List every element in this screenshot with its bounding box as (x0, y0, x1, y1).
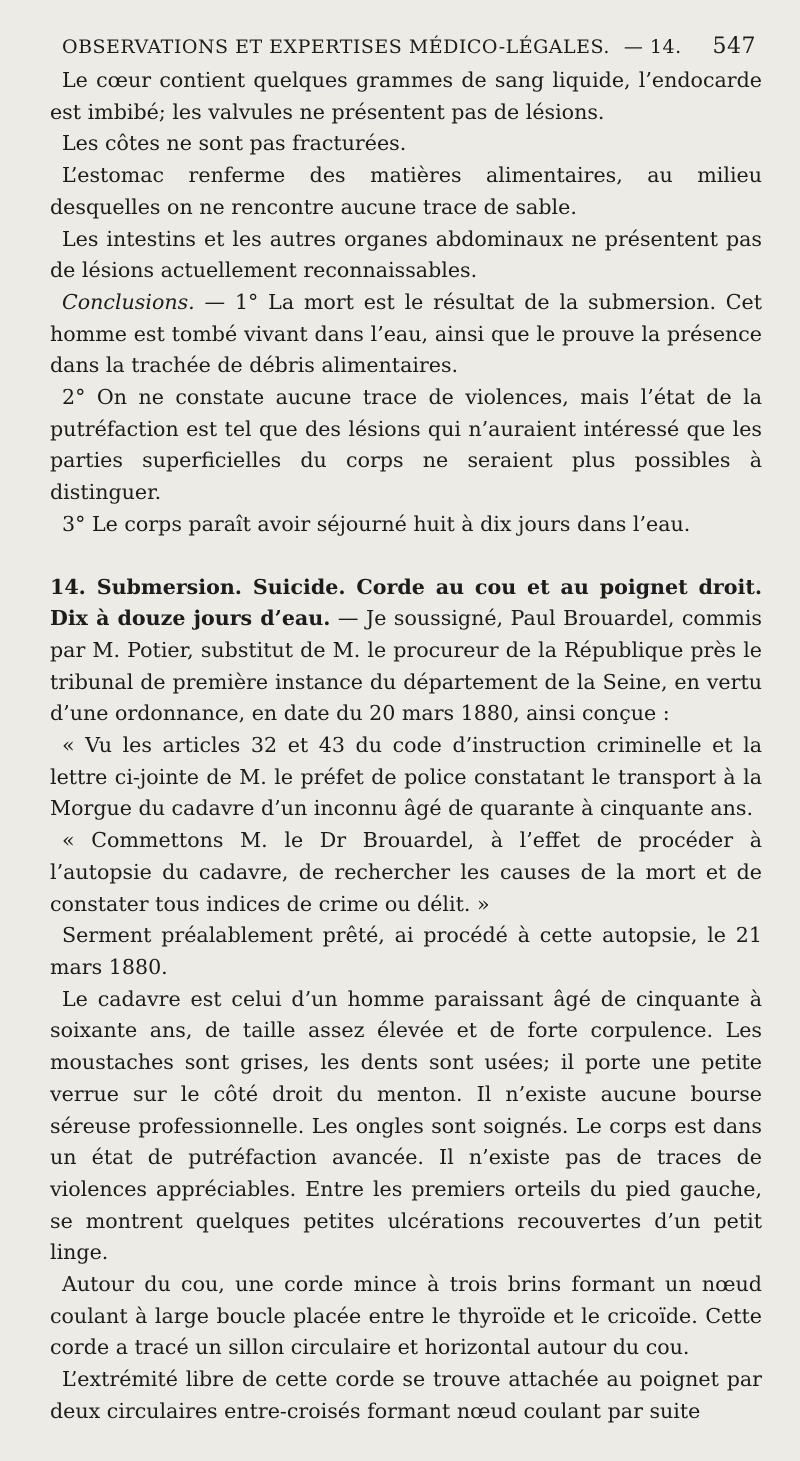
page-number: 547 (712, 34, 756, 59)
paragraph-serment: Serment préalablement prêté, ai procédé à cette autopsie, le 21 mars 1880. (50, 923, 762, 979)
paragraph-quote-2: « Commettons M. le Dr Brouardel, à l’effet de procéder à l’autopsie du cadavre, de rechercher les causes de la mort et de constater tous indices de crime ou délit. » (50, 828, 762, 916)
running-head-title: OBSERVATIONS ET EXPERTISES MÉDICO-LÉGALES. (62, 36, 610, 58)
paragraph-conclusions-2: 2° On ne constate aucune trace de violences, mais l’état de la putréfaction est tel que des lésions qui n’auraient intéressé que les parties superficielles du corps ne seraient plus possibles à distinguer. (50, 385, 762, 505)
section-spacer (50, 541, 762, 572)
running-head (50, 34, 762, 59)
conclusions-text-1: — 1° La mort est le résultat de la submersion. Cet homme est tombé vivant dans l’eau, ainsi que le prouve la présence dans la trachée de débris alimentaires. (50, 289, 763, 378)
running-head-left (62, 36, 682, 58)
paragraph-cou: Autour du cou, une corde mince à trois brins formant un nœud coulant à large boucle placée entre le thyroïde et le cricoïde. Cette corde a tracé un sillon circulaire et horizontal autour du cou. (50, 1272, 762, 1360)
section-14-heading: 14. Submersion. Suicide. Corde au cou et au poignet droit. Dix à douze jours d’eau. (50, 574, 762, 631)
running-head-section: — 14. (623, 36, 682, 58)
section-14-paragraph (50, 572, 762, 731)
section-14-intro: — Je soussigné, Paul Brouardel, commis par M. Potier, substitut de M. le procureur de la République près le tribunal de première instance du département de la Seine, en vertu d’une ordonnance, en date du 20 mars 1880, ainsi conçue : (50, 606, 762, 726)
paragraph-coeur: Le cœur contient quelques grammes de sang liquide, l’endocarde est imbibé; les valvules ne présentent pas de lésions. (50, 68, 762, 124)
paragraph-intestins: Les intestins et les autres organes abdominaux ne présentent pas de lésions actuellement reconnaissables. (50, 226, 762, 283)
paragraph-cotes: Les côtes ne sont pas fracturées. (62, 131, 407, 156)
paragraph-cadavre: Le cadavre est celui d’un homme paraissant âgé de cinquante à soixante ans, de taille assez élevée et de forte corpulence. Les moustaches sont grises, les dents sont usées; il porte une petite verrue sur le côté droit du menton. Il n’existe aucune bourse séreuse professionnelle. Les ongles sont soignés. Le corps est dans un état de putréfaction avancée. Il n’existe pas de traces de violences appréciables. Entre les premiers orteils du pied gauche, se montrent quelques petites ulcérations recouvertes d’un petit linge. (50, 986, 762, 1265)
paragraph-conclusions-3: 3° Le corps paraît avoir séjourné huit à dix jours dans l’eau. (62, 511, 691, 536)
paragraph-extremite: L’extrémité libre de cette corde se trouve attachée au poignet par deux circulaires entre-croisés formant nœud coulant par suite (50, 1367, 762, 1423)
paragraph-quote-1: « Vu les articles 32 et 43 du code d’instruction criminelle et la lettre ci-jointe de M. le préfet de police constatant le transport à la Morgue du cadavre d’un inconnu âgé de quarante à cinquante ans. (50, 733, 762, 821)
paragraph-conclusions-1 (50, 287, 762, 382)
paragraph-estomac: L’estomac renferme des matières alimentaires, au milieu desquelles on ne rencontre aucune trace de sable. (50, 163, 762, 219)
conclusions-label: Conclusions. (62, 289, 195, 314)
